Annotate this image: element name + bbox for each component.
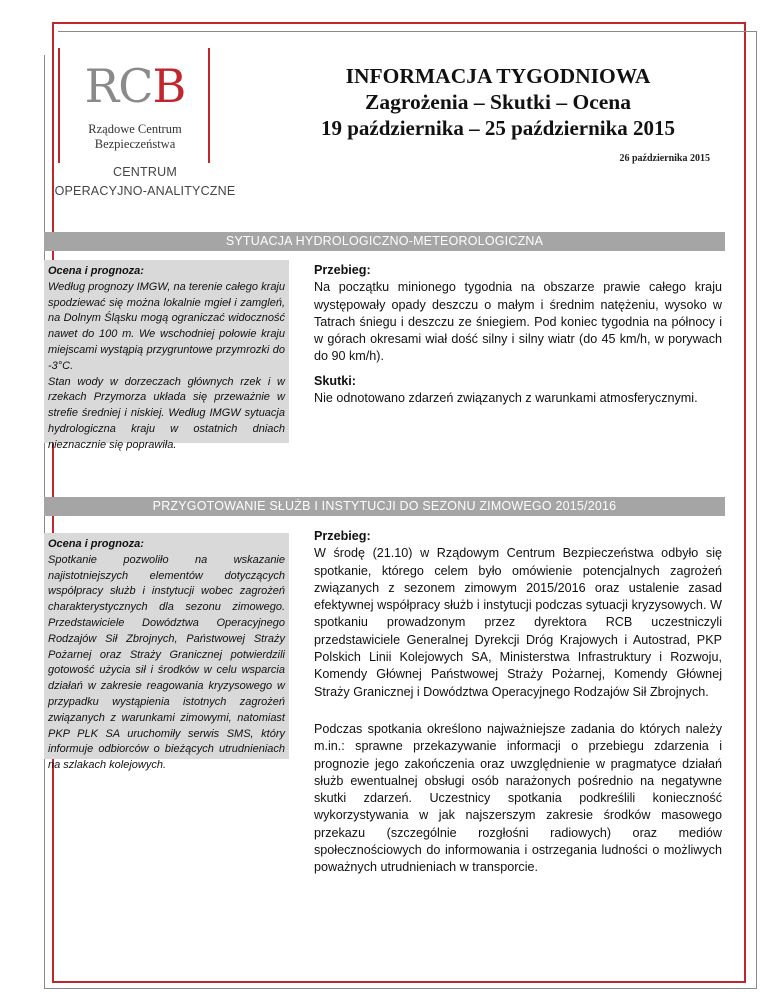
effects-heading: Skutki: bbox=[314, 374, 356, 388]
assessment-heading: Ocena i prognoza: bbox=[48, 538, 144, 550]
course-text: W środę (21.10) w Rządowym Centrum Bezpieczeństwa odbyło się spotkanie, którego celem było omówienie potencjalnych zagrożeń związanych z sezonem zimowym 2015/2016 oraz ustalenie zasad efektywnej współpracy służb i instytucji podczas sytuacji kryzysowych. W spotkaniu prowadzonym przez dyrektora RCB uczestniczyli przedstawiciele Generalnej Dyrekcji Dróg Krajowych i Autostrad, PKP Polskich Linii Kolejowych SA, Ministerstwa Infrastruktury i Rozwoju, Komendy Głównej Państwowej Straży Pożarnej, Komendy Głównej Straży Granicznej i Dowództwa Operacyjnego Rodzajów Sił Zbrojnych. bbox=[314, 546, 722, 699]
logo-right-rule bbox=[208, 48, 210, 163]
department-name bbox=[30, 163, 260, 201]
report-subtitle: Zagrożenia – Skutki – Ocena bbox=[365, 90, 631, 114]
logo-letter-red: B bbox=[152, 59, 186, 113]
effects-block-hydro-meteo bbox=[314, 373, 722, 408]
course-heading: Przebieg: bbox=[314, 529, 371, 543]
assessment-box-winter-season bbox=[44, 533, 289, 772]
assessment-heading: Ocena i prognoza: bbox=[48, 265, 144, 277]
course-heading: Przebieg: bbox=[314, 263, 371, 277]
report-date: 26 października 2015 bbox=[619, 153, 710, 164]
logo-letters-gray: RC bbox=[84, 59, 153, 113]
department-line1: CENTRUM bbox=[113, 165, 177, 179]
logo-subtitle-line2: Bezpieczeństwa bbox=[94, 137, 176, 151]
assessment-text-2: Stan wody w dorzeczach głównych rzek i w rzekach Przymorza układa się przeważnie w strefie średniej i niskiej. Według IMGW sytuacja hydrologiczna kraju w ostatnich dniach nieznacznie się poprawiła. bbox=[48, 375, 285, 451]
tasks-block-winter-season bbox=[314, 721, 722, 877]
logo-subtitle-line1: Rządowe Centrum bbox=[88, 122, 182, 136]
frame-line-gray-bottom bbox=[44, 988, 757, 989]
assessment-text: Według prognozy IMGW, na terenie całego kraju spodziewać się można lokalnie mgieł i zamgleń, na Dolnym Śląsku mogą ograniczać widoczność nawet do 100 m. We wschodniej połowie kraju miejscami wystąpią przygruntowe przymrozki do -3°C. bbox=[48, 280, 285, 372]
effects-text: Nie odnotowano zdarzeń związanych z warunkami atmosferycznymi. bbox=[314, 391, 698, 406]
section-header-hydro-meteo: SYTUACJA HYDROLOGICZNO-METEOROLOGICZNA bbox=[44, 232, 725, 251]
course-block-hydro-meteo bbox=[314, 262, 722, 366]
frame-line-red-bottom bbox=[52, 981, 746, 983]
section-header-winter-season: PRZYGOTOWANIE SŁUŻB I INSTYTUCJI DO SEZONU ZIMOWEGO 2015/2016 bbox=[44, 497, 725, 516]
course-text: Na początku minionego tygodnia na obszarze prawie całego kraju występowały opady deszczu o małym i średnim natężeniu, wysoko w Tatrach śniegu i deszczu ze śniegiem. Pod koniec tygodnia na północy i w górach okresami wiał dość silny i silny wiatr (do 45 km/h, w porywach do 90 km/h). bbox=[314, 280, 722, 364]
department-line2: OPERACYJNO-ANALITYCZNE bbox=[54, 184, 236, 198]
assessment-text: Spotkanie pozwoliło na wskazanie najistotniejszych elementów dotyczących współpracy służb i instytucji wobec zagrożeń charakterystycznych dla sezonu zimowego. Przedstawiciele Dowództwa Operacyjnego Rodzajów Sił Zbrojnych, Państwowej Straży Pożarnej oraz Straży Granicznej potwierdzili gotowość użycia sił i środków w celu wsparcia działań w zakresie reagowania kryzysowego w przypadku wystąpienia istotnych zagrożeń związanych z warunkami zimowymi, natomiast PKP PLK SA uruchomiły serwis SMS, który informuje odbiorców o bieżących utrudnieniach na szlakach kolejowych. bbox=[48, 553, 285, 772]
report-period: 19 października – 25 października 2015 bbox=[320, 116, 676, 140]
report-title: INFORMACJA TYGODNIOWA bbox=[345, 64, 651, 88]
logo-subtitle bbox=[62, 122, 208, 152]
logo-left-rule bbox=[58, 48, 60, 163]
assessment-box-hydro-meteo bbox=[44, 260, 289, 451]
tasks-text: Podczas spotkania określono najważniejsze zadania do których należy m.in.: sprawne przekazywanie informacji o przebiegu zdarzenia i prognozie jego zakończenia oraz uwzględnienie w pragmatyce działań służb ewentualnej obsługi osób narażonych pośrednio na negatywne skutki zdarzeń. Uczestnicy spotkania podkreślili konieczność wykorzystywania w jak najszerszym zakresie środków masowego przekazu (szczególnie rozgłośni radiowych) oraz mediów społecznościowych do informowania i ostrzegania ludności o możliwych poważnych utrudnieniach w transporcie. bbox=[314, 722, 722, 875]
frame-line-gray-right bbox=[756, 31, 757, 989]
rcb-logo bbox=[58, 48, 210, 163]
course-block-winter-season bbox=[314, 528, 722, 701]
frame-line-gray-top bbox=[58, 31, 757, 32]
frame-line-red-top bbox=[52, 22, 745, 24]
logo-letters bbox=[72, 59, 198, 113]
frame-line-red-right bbox=[744, 22, 746, 982]
